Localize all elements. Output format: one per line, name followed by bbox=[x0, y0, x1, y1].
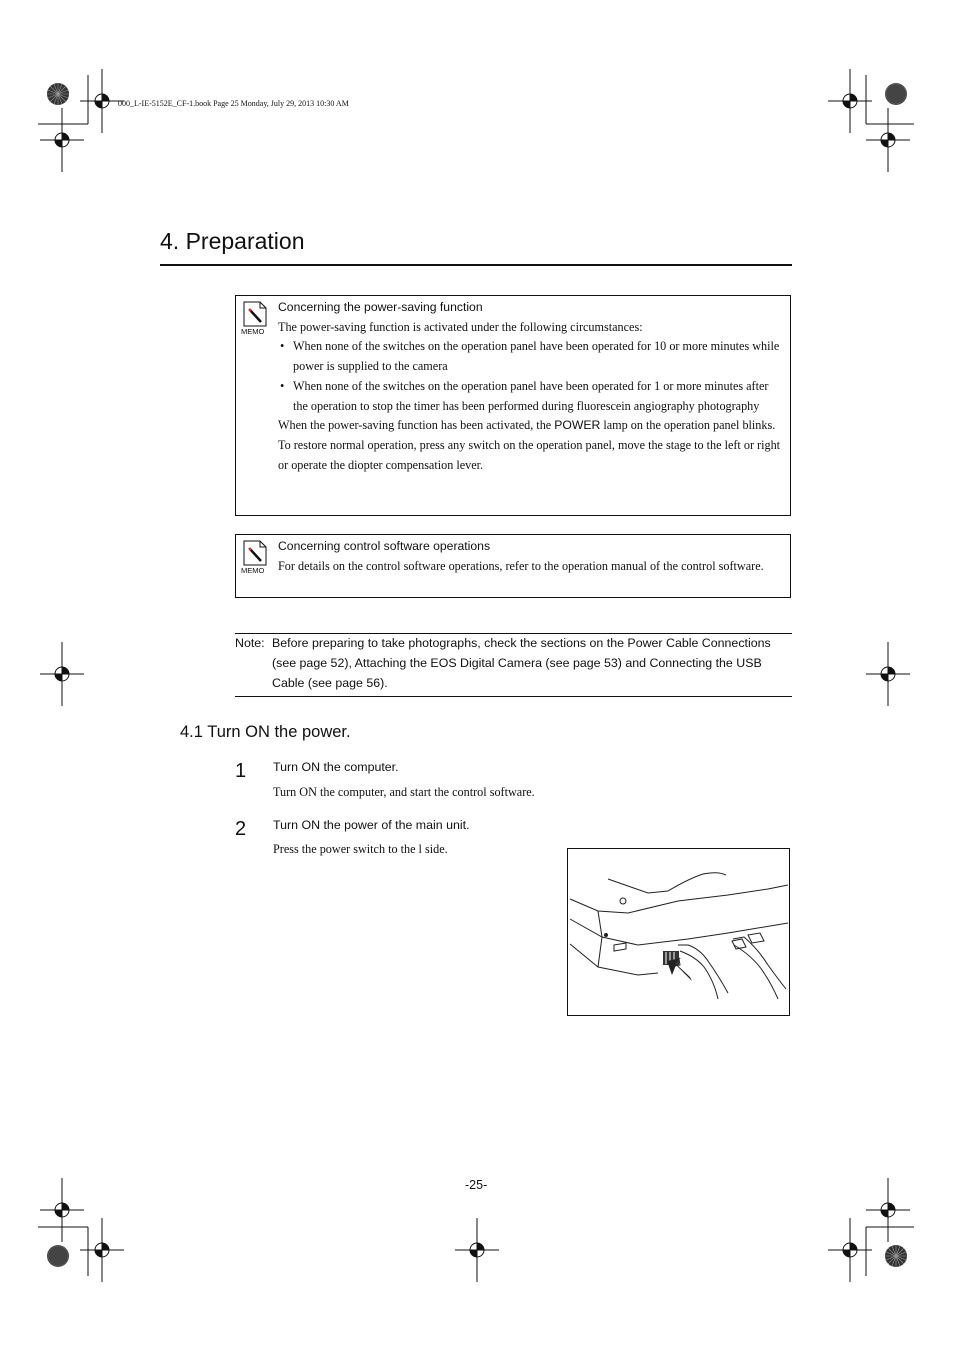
memo-icon bbox=[240, 539, 270, 575]
top-left-marks bbox=[38, 69, 124, 172]
page-number: -25- bbox=[465, 1178, 488, 1192]
memo-heading: Concerning control software operations bbox=[278, 539, 491, 553]
bottom-right-marks bbox=[828, 1178, 914, 1282]
memo-icon bbox=[240, 300, 270, 336]
step-heading: Turn ON the power of the main unit. bbox=[273, 818, 470, 832]
top-right-marks bbox=[828, 69, 914, 172]
memo-box-control-software bbox=[235, 534, 791, 598]
mid-left-mark bbox=[40, 642, 84, 706]
mid-right-mark bbox=[866, 642, 910, 706]
bottom-left-marks bbox=[38, 1178, 124, 1282]
memo-icon-label: MEMO bbox=[241, 566, 265, 575]
memo-bullet: • When none of the switches on the operation panel have been operated for 1 or more minutes after the operation to stop the timer has been performed during fluorescein angiography photography bbox=[278, 377, 784, 416]
memo-intro: The power-saving function is activated under the following circumstances: bbox=[278, 319, 643, 334]
memo-body: For details on the control software operations, refer to the operation manual of the control software. bbox=[278, 558, 764, 573]
memo-activated-text bbox=[278, 416, 784, 436]
memo-icon-label: MEMO bbox=[241, 327, 265, 336]
note-text: Before preparing to take photographs, check the sections on the Power Cable Connections (see page 52), Attaching the EOS Digital Camera (see page 53) and Connecting the USB Cable (see page 56). bbox=[272, 636, 771, 690]
step-number: 1 bbox=[235, 760, 247, 782]
note-bottom-rule bbox=[235, 696, 792, 697]
section-title: 4.1 Turn ON the power. bbox=[180, 723, 351, 741]
step-number: 2 bbox=[235, 818, 247, 840]
title-underline bbox=[160, 264, 792, 266]
note-label: Note: bbox=[235, 636, 265, 650]
power-switch-illustration bbox=[567, 848, 790, 1016]
memo-heading: Concerning the power-saving function bbox=[278, 300, 483, 314]
step-body: Turn ON the computer, and start the control software. bbox=[273, 785, 535, 799]
book-file-header: 000_L-IE-5152E_CF-1.book Page 25 Monday, July 29, 2013 10:30 AM bbox=[118, 99, 349, 108]
memo-restore-text: To restore normal operation, press any switch on the operation panel, move the stage to the left or right or operate the diopter compensation lever. bbox=[278, 437, 781, 472]
power-keyword: POWER bbox=[554, 418, 601, 433]
memo-bullet: • When none of the switches on the operation panel have been operated for 10 or more minutes while power is supplied to the camera bbox=[278, 337, 784, 376]
step-heading: Turn ON the computer. bbox=[273, 760, 399, 774]
memo-box-power-saving bbox=[235, 295, 791, 516]
memo-activated-pre: When the power-saving function has been activated, the bbox=[278, 418, 555, 433]
chapter-title: 4. Preparation bbox=[160, 228, 305, 254]
step-body: Press the power switch to the l side. bbox=[273, 842, 448, 856]
memo-activated-post: lamp on the operation panel blinks. bbox=[600, 418, 776, 433]
bottom-center-mark bbox=[455, 1218, 499, 1282]
